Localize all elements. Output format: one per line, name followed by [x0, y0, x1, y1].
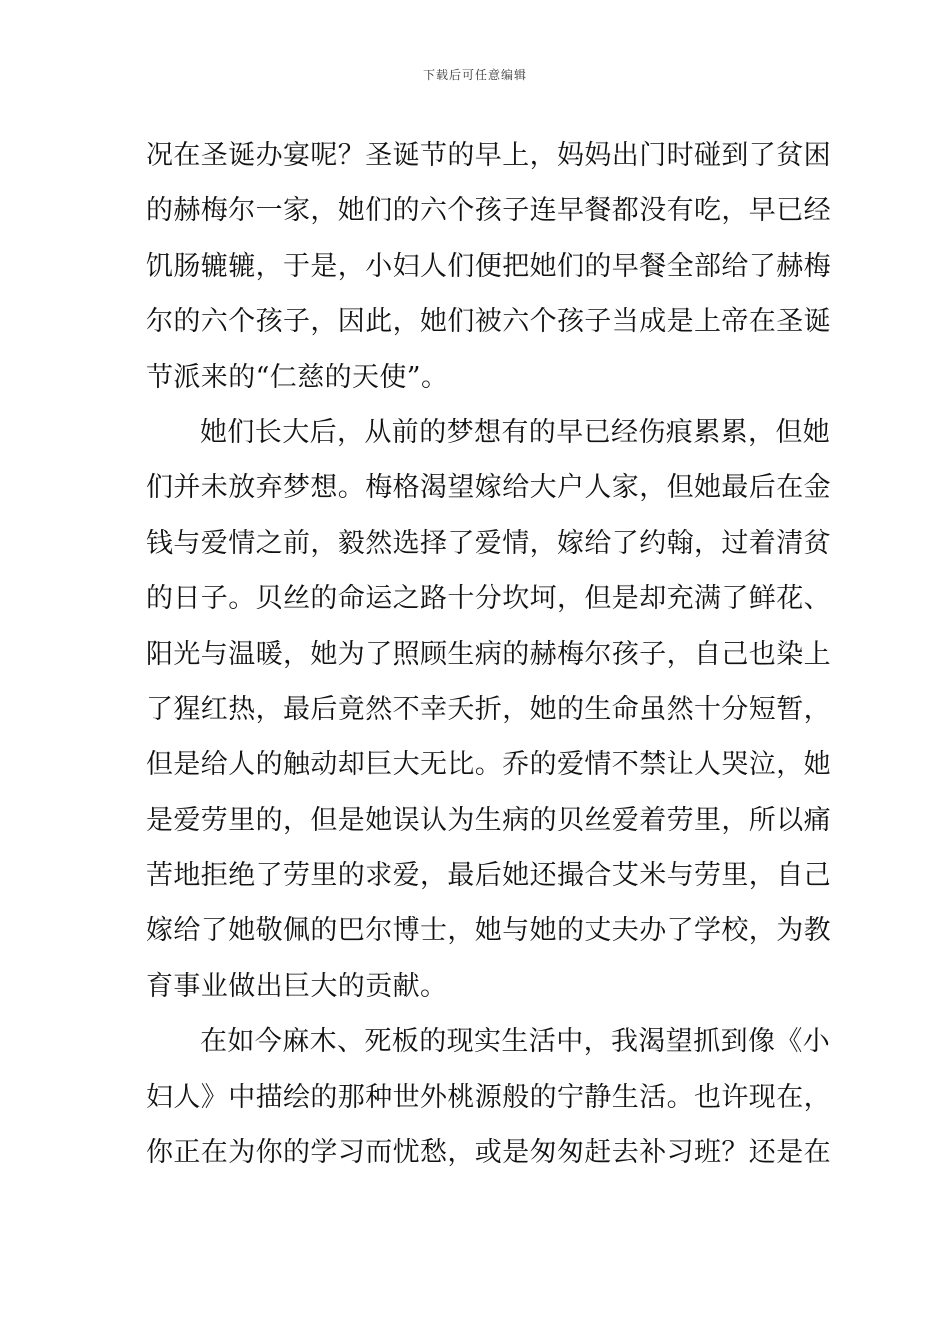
text-line: 嫁给了她敬佩的巴尔博士，她与她的丈夫办了学校，为教	[146, 915, 831, 947]
text-line: 节派来的“仁慈的天使”。	[146, 361, 449, 393]
text-line: 的赫梅尔一家，她们的六个孩子连早餐都没有吃，早已经	[146, 195, 831, 227]
text-line: 尔的六个孩子，因此，她们被六个孩子当成是上帝在圣诞	[146, 306, 831, 338]
text-line: 的日子。贝丝的命运之路十分坎坷，但是却充满了鲜花、	[146, 583, 831, 615]
text-line: 们并未放弃梦想。梅格渴望嫁给大户人家，但她最后在金	[146, 472, 831, 504]
text-line: 但是给人的触动却巨大无比。乔的爱情不禁让人哭泣，她	[146, 749, 831, 781]
text-line: 你正在为你的学习而忧愁，或是匆匆赶去补习班？还是在	[146, 1137, 831, 1169]
paragraph-start-line: 她们长大后，从前的梦想有的早已经伤痕累累，但她	[200, 416, 831, 448]
text-line: 了猩红热，最后竟然不幸夭折，她的生命虽然十分短暂，	[146, 693, 831, 725]
text-line: 钱与爱情之前，毅然选择了爱情，嫁给了约翰，过着清贫	[146, 527, 831, 559]
text-line: 是爱劳里的，但是她误认为生病的贝丝爱着劳里，所以痛	[146, 804, 831, 836]
body-text	[146, 128, 831, 1180]
paragraph-start-line: 在如今麻木、死板的现实生活中，我渴望抓到像《小	[200, 1026, 831, 1058]
text-line: 况在圣诞办宴呢？圣诞节的早上，妈妈出门时碰到了贫困	[146, 140, 831, 171]
text-line: 饥肠辘辘，于是，小妇人们便把她们的早餐全部给了赫梅	[146, 250, 831, 282]
text-line: 妇人》中描绘的那种世外桃源般的宁静生活。也许现在，	[146, 1081, 831, 1113]
text-line: 阳光与温暖，她为了照顾生病的赫梅尔孩子，自己也染上	[146, 638, 831, 670]
text-line: 育事业做出巨大的贡献。	[146, 970, 448, 1002]
header-note: 下载后可任意编辑	[422, 68, 527, 82]
text-line: 苦地拒绝了劳里的求爱，最后她还撮合艾米与劳里，自己	[146, 860, 831, 892]
